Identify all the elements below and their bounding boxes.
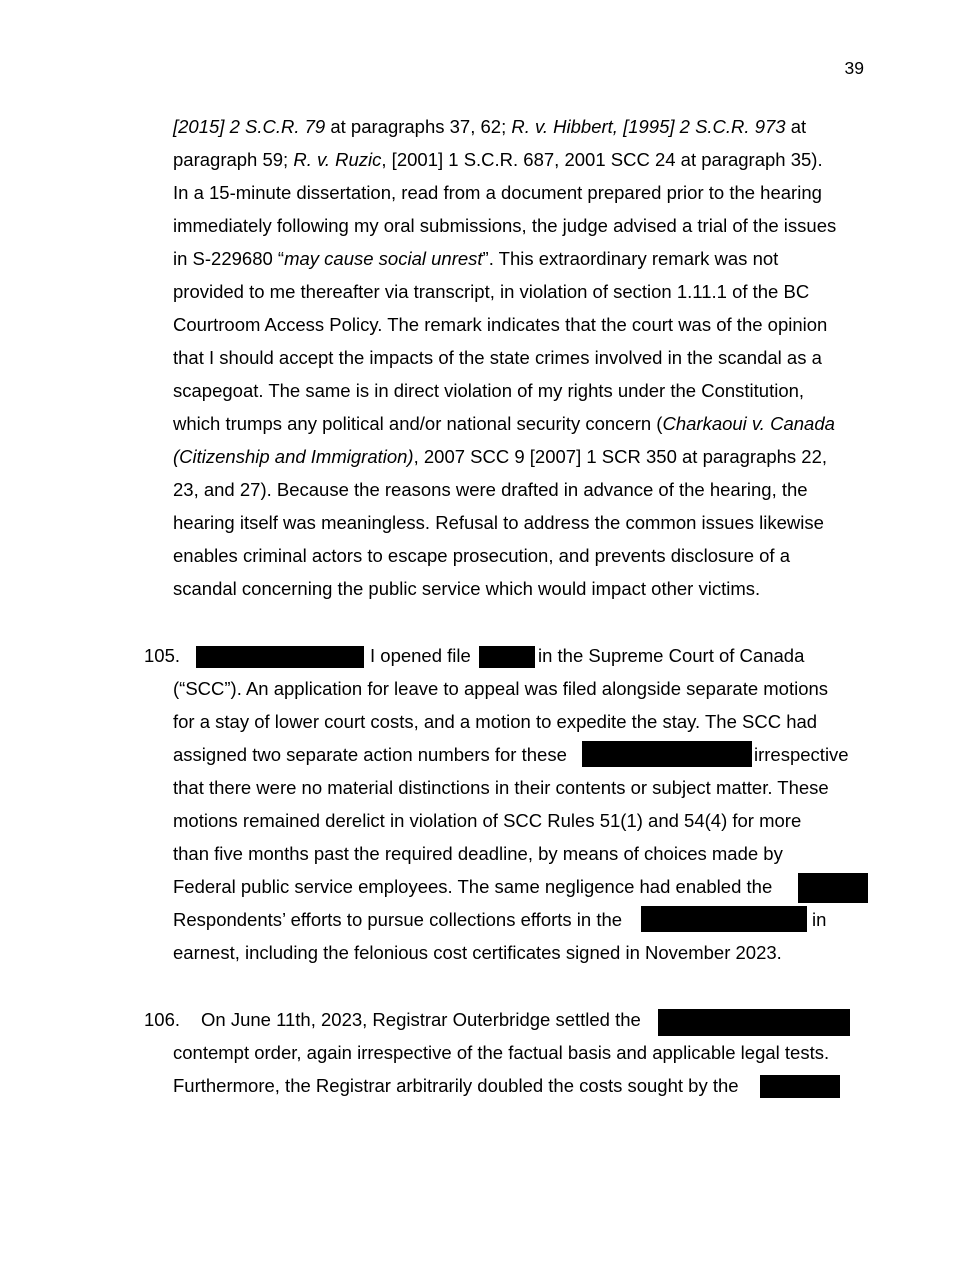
text-segment: Courtroom Access Policy. The remark indicates that the court was of the opinion (173, 314, 828, 335)
redaction-block (196, 646, 364, 668)
text-segment: in S-229680 “ (173, 248, 285, 269)
text-line (173, 380, 804, 402)
text-line (173, 479, 808, 501)
text-line: On June 11th, 2023, Registrar Outerbridge settled the (201, 1009, 641, 1030)
text-line (173, 149, 823, 171)
text-segment: scapegoat. The same is in direct violation of my rights under the Constitution, (173, 380, 805, 401)
text-segment: ”. This extraordinary remark was not (482, 248, 779, 269)
text-segment: at paragraphs 37, 62; (325, 116, 512, 137)
text-line: that there were no material distinctions in their contents or subject matter. These (173, 777, 829, 798)
italic-citation: R. v. Ruzic (293, 149, 382, 170)
text-segment: In a 15-minute dissertation, read from a document prepared prior to the hearing (173, 182, 822, 203)
text-line: motions remained derelict in violation of SCC Rules 51(1) and 54(4) for more (173, 810, 802, 831)
redaction-block (798, 873, 868, 903)
redaction-block (760, 1075, 840, 1098)
redaction-block (582, 741, 752, 767)
italic-citation: Charkaoui v. Canada (662, 413, 835, 434)
text-line (173, 281, 809, 303)
text-segment: hearing itself was meaningless. Refusal to address the common issues likewise (173, 512, 824, 533)
text-line (173, 578, 760, 600)
text-line: contempt order, again irrespective of the factual basis and applicable legal tests. (173, 1042, 830, 1063)
text-line (173, 512, 824, 534)
italic-citation: (Citizenship and Immigration) (173, 446, 414, 467)
text-segment: 23, and 27). Because the reasons were drafted in advance of the hearing, the (173, 479, 808, 500)
text-line: earnest, including the felonious cost certificates signed in November 2023. (173, 942, 782, 963)
text-line: Federal public service employees. The same negligence had enabled the (173, 876, 773, 897)
text-line: (“SCC”). An application for leave to appeal was filed alongside separate motions (173, 678, 829, 699)
text-line (173, 215, 836, 237)
text-line: than five months past the required deadline, by means of choices made by (173, 843, 783, 864)
text-segment: at (785, 116, 807, 137)
text-line: in (812, 909, 827, 930)
text-line: Furthermore, the Registrar arbitrarily doubled the costs sought by the (173, 1075, 739, 1096)
text-segment: , 2007 SCC 9 [2007] 1 SCR 350 at paragraphs 22, (413, 446, 828, 467)
italic-citation: R. v. Hibbert, [1995] 2 S.C.R. 973 (511, 116, 786, 137)
text-segment: which trumps any political and/or national security concern ( (173, 413, 663, 434)
paragraph-number: 105. (144, 645, 181, 666)
text-line: Respondents’ efforts to pursue collections efforts in the (173, 909, 623, 930)
text-segment: , [2001] 1 S.C.R. 687, 2001 SCC 24 at paragraph 35). (381, 149, 823, 170)
text-line (173, 413, 835, 435)
redaction-block (658, 1009, 850, 1036)
text-line (173, 248, 778, 270)
text-segment: provided to me thereafter via transcript, in violation of section 1.11.1 of the BC (173, 281, 810, 302)
text-line: I opened file (370, 645, 471, 666)
redaction-block (641, 906, 807, 932)
text-line (173, 116, 806, 138)
text-line: in the Supreme Court of Canada (538, 645, 805, 666)
text-line: assigned two separate action numbers for these (173, 744, 567, 765)
text-line: irrespective (754, 744, 849, 765)
italic-citation: may cause social unrest (284, 248, 483, 269)
redaction-block (479, 646, 535, 668)
italic-citation: [2015] 2 S.C.R. 79 (173, 116, 326, 137)
page-number: 39 (844, 58, 864, 78)
text-segment: immediately following my oral submissions, the judge advised a trial of the issues (173, 215, 837, 236)
text-line (173, 545, 790, 567)
text-line (173, 446, 827, 468)
text-line: for a stay of lower court costs, and a motion to expedite the stay. The SCC had (173, 711, 818, 732)
text-segment: enables criminal actors to escape prosecution, and prevents disclosure of a (173, 545, 791, 566)
text-line (173, 347, 822, 369)
text-line (173, 182, 822, 204)
text-segment: that I should accept the impacts of the state crimes involved in the scandal as a (173, 347, 822, 368)
text-segment: paragraph 59; (173, 149, 294, 170)
text-segment: scandal concerning the public service which would impact other victims. (173, 578, 761, 599)
text-line (173, 314, 827, 336)
paragraph-number: 106. (144, 1009, 181, 1030)
